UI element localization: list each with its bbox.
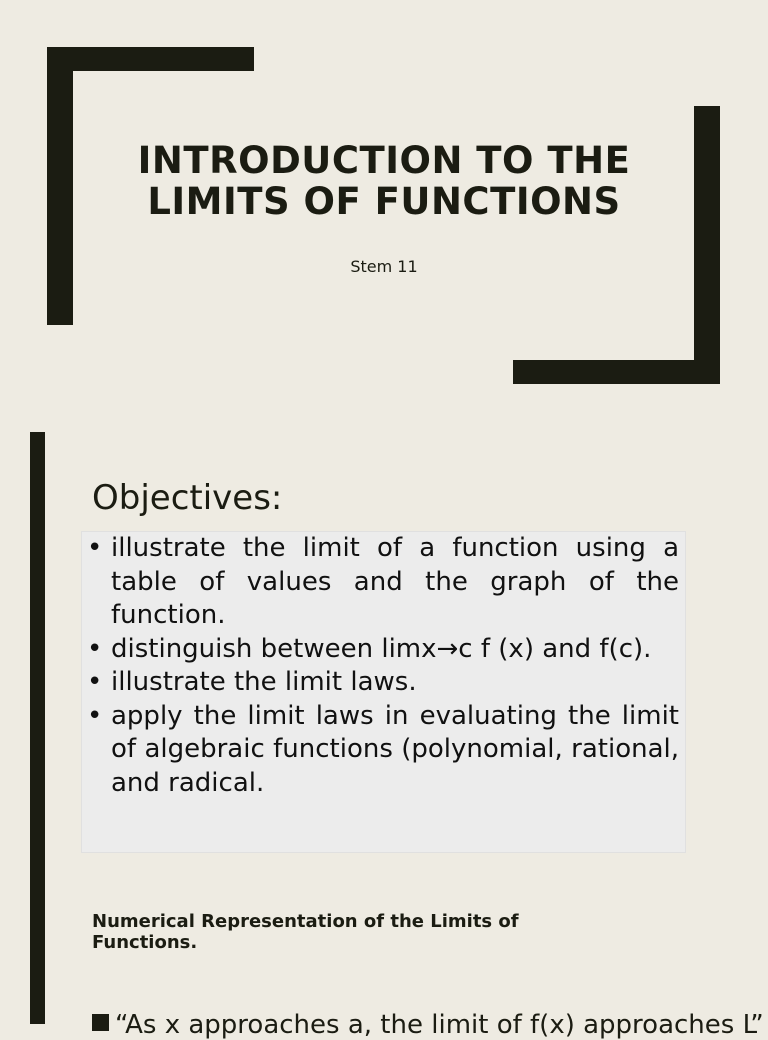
- bottom-right-bracket-vertical: [694, 106, 720, 384]
- objective-item: [82, 633, 687, 667]
- bullet-icon: •: [87, 633, 103, 664]
- bullet-icon: •: [87, 667, 103, 697]
- left-accent-bar: [30, 866, 45, 1024]
- objectives-box: [81, 531, 686, 853]
- top-left-bracket-vertical: [47, 47, 73, 325]
- top-left-bracket-horizontal: [47, 47, 254, 71]
- left-accent-bar: [30, 432, 45, 866]
- slide-subtitle: Stem 11: [350, 257, 418, 276]
- objective-text: apply the limit laws in evaluating the limit of algebraic functions (polynomial, rational, and radical.: [111, 700, 679, 798]
- objective-text: illustrate the limit laws.: [111, 667, 417, 697]
- objective-text: illustrate the limit of a function using a table of values and the graph of the function.: [111, 533, 679, 630]
- quote-text: “As x approaches a, the limit of f(x) approaches L”: [115, 1010, 764, 1040]
- slide-title-line-1: INTRODUCTION TO THE: [137, 139, 631, 182]
- objectives-list: [82, 532, 687, 800]
- objective-text: distinguish between limx→c f (x) and f(c).: [111, 633, 652, 664]
- quote-line: [92, 1010, 764, 1040]
- numerical-representation-slide: [0, 866, 768, 1040]
- slide-title-line-2: LIMITS OF FUNCTIONS: [147, 180, 621, 223]
- bullet-icon: •: [87, 533, 103, 563]
- section-heading: Numerical Representation of the Limits of Functions.: [92, 911, 519, 953]
- slide-title: [90, 140, 678, 222]
- bottom-right-bracket-horizontal: [513, 360, 720, 384]
- bullet-icon: •: [87, 700, 103, 731]
- objective-item: [82, 666, 687, 700]
- objectives-heading: Objectives:: [92, 478, 283, 518]
- objective-item: [82, 532, 687, 633]
- objective-item: [82, 700, 687, 801]
- objectives-slide: [0, 432, 768, 866]
- square-bullet-icon: [92, 1014, 109, 1031]
- title-slide: [0, 0, 768, 432]
